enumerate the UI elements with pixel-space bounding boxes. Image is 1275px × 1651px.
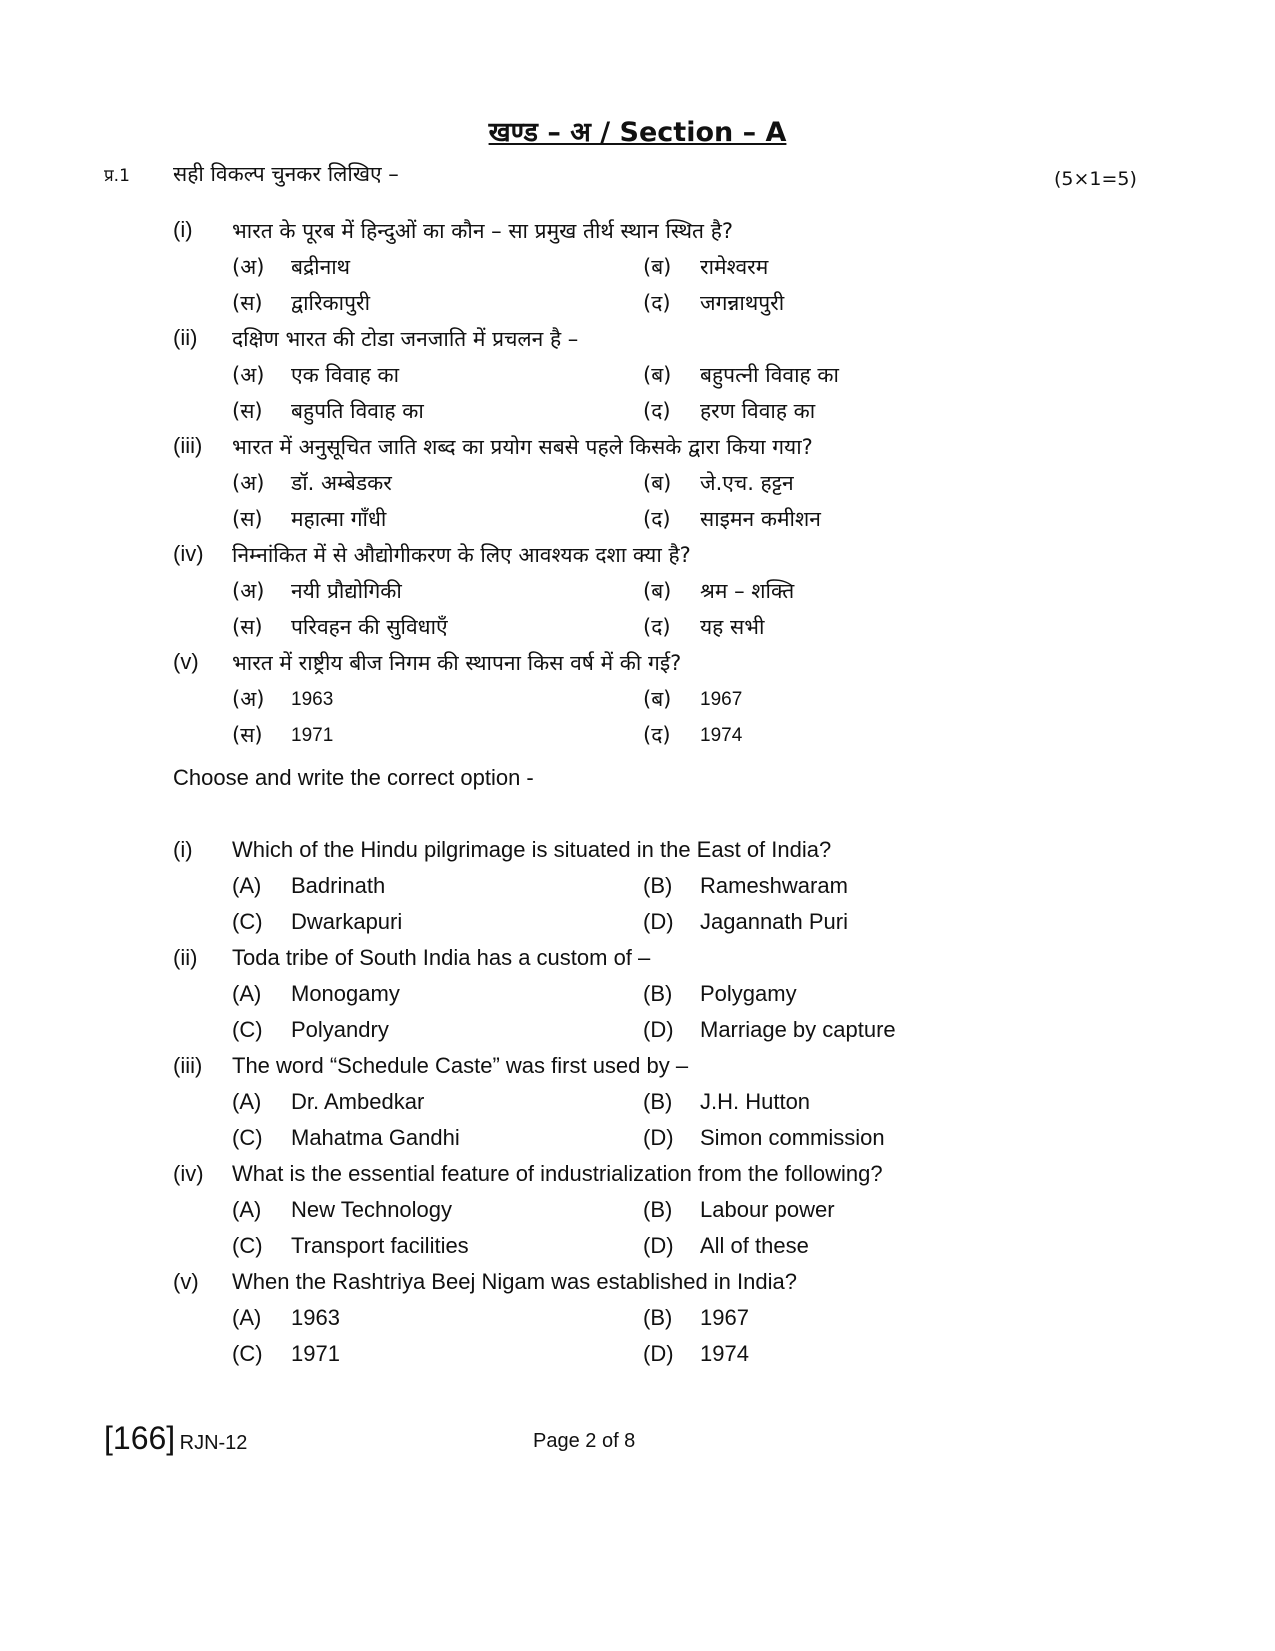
option-label: (A) — [232, 1089, 262, 1114]
option-label: (D) — [643, 1017, 674, 1042]
option-row — [0, 289, 1275, 323]
option-row — [0, 873, 1275, 907]
option-label: (स) — [232, 507, 263, 531]
question-text: दक्षिण भारत की टोडा जनजाति में प्रचलन है – — [232, 327, 579, 351]
option-row — [0, 1125, 1275, 1159]
question-text: भारत में अनुसूचित जाति शब्द का प्रयोग सबसे पहले किसके द्वारा किया गया? — [232, 435, 813, 459]
option-label: (D) — [643, 1341, 674, 1366]
footer-code — [104, 1420, 247, 1457]
option-text: 1963 — [291, 689, 334, 710]
option-text: 1974 — [700, 725, 743, 746]
option-row — [0, 1017, 1275, 1051]
option-label: (A) — [232, 1197, 262, 1222]
question-num: (iii) — [173, 433, 203, 458]
option-label: (द) — [643, 507, 671, 531]
option-text: यह सभी — [700, 615, 765, 639]
option-label: (अ) — [232, 579, 265, 603]
option-label: (अ) — [232, 687, 265, 711]
option-label: (अ) — [232, 471, 265, 495]
question-row — [0, 433, 1275, 467]
option-label: (स) — [232, 399, 263, 423]
option-label: (B) — [643, 873, 673, 898]
option-text: Mahatma Gandhi — [291, 1125, 460, 1150]
question-text: The word “Schedule Caste” was first used by – — [232, 1053, 689, 1078]
option-text: 1971 — [291, 1341, 340, 1366]
option-text: 1967 — [700, 1305, 749, 1330]
option-text: J.H. Hutton — [700, 1089, 811, 1114]
code-number: [166] — [104, 1420, 176, 1456]
option-row — [0, 577, 1275, 611]
option-text: एक विवाह का — [291, 363, 400, 387]
option-text: रामेश्वरम — [700, 255, 769, 279]
question-num: (ii) — [173, 945, 198, 970]
option-label: (A) — [232, 1305, 262, 1330]
option-label: (C) — [232, 909, 263, 934]
option-label: (द) — [643, 615, 671, 639]
option-text: नयी प्रौद्योगिकी — [291, 579, 402, 603]
question-text: Toda tribe of South India has a custom of – — [232, 945, 651, 970]
question-num: (v) — [173, 649, 199, 674]
option-text: बद्रीनाथ — [291, 255, 351, 279]
option-row — [0, 1341, 1275, 1375]
option-text: Marriage by capture — [700, 1017, 896, 1042]
option-text: हरण विवाह का — [700, 399, 816, 423]
option-label: (ब) — [643, 687, 672, 711]
option-text: महात्मा गाँधी — [291, 507, 387, 531]
option-text: Dwarkapuri — [291, 909, 403, 934]
option-label: (ब) — [643, 579, 672, 603]
option-row — [0, 253, 1275, 287]
page-number: Page 2 of 8 — [533, 1430, 636, 1452]
instruction-english: Choose and write the correct option - — [173, 765, 534, 790]
option-label: (C) — [232, 1125, 263, 1150]
option-label: (द) — [643, 723, 671, 747]
question-row — [0, 837, 1275, 871]
code-text: RJN-12 — [179, 1432, 248, 1454]
question-text: When the Rashtriya Beej Nigam was established in India? — [232, 1269, 797, 1294]
option-text: 1971 — [291, 725, 334, 746]
option-text: Jagannath Puri — [700, 909, 848, 934]
option-label: (अ) — [232, 255, 265, 279]
option-text: 1963 — [291, 1305, 340, 1330]
question-num: (iii) — [173, 1053, 203, 1078]
option-text: जगन्नाथपुरी — [700, 291, 785, 315]
question-text: भारत के पूरब में हिन्दुओं का कौन – सा प्रमुख तीर्थ स्थान स्थित है? — [232, 219, 733, 243]
option-label: (ब) — [643, 363, 672, 387]
question-number: प्र.1 — [104, 166, 130, 186]
option-text: 1974 — [700, 1341, 749, 1366]
option-label: (D) — [643, 909, 674, 934]
option-label: (C) — [232, 1233, 263, 1258]
question-row — [0, 217, 1275, 251]
option-text: जे.एच. हट्टन — [700, 471, 794, 495]
option-label: (B) — [643, 1305, 673, 1330]
option-row — [0, 505, 1275, 539]
option-text: द्वारिकापुरी — [291, 291, 371, 315]
option-text: बहुपति विवाह का — [291, 399, 424, 423]
option-label: (D) — [643, 1125, 674, 1150]
option-label: (A) — [232, 981, 262, 1006]
instruction-hindi: सही विकल्प चुनकर लिखिए – — [173, 162, 399, 186]
option-text: Polygamy — [700, 981, 797, 1006]
question-text: भारत में राष्ट्रीय बीज निगम की स्थापना किस वर्ष में की गई? — [232, 651, 682, 675]
option-text: Labour power — [700, 1197, 835, 1222]
option-text: Polyandry — [291, 1017, 389, 1042]
option-text: Dr. Ambedkar — [291, 1089, 425, 1114]
question-text: Which of the Hindu pilgrimage is situated in the East of India? — [232, 837, 832, 862]
question-num: (i) — [173, 837, 193, 862]
option-label: (A) — [232, 873, 262, 898]
option-label: (ब) — [643, 471, 672, 495]
option-label: (C) — [232, 1341, 263, 1366]
option-label: (स) — [232, 291, 263, 315]
option-text: परिवहन की सुविधाएँ — [291, 615, 448, 639]
option-row — [0, 721, 1275, 755]
option-label: (B) — [643, 1089, 673, 1114]
option-text: 1967 — [700, 689, 743, 710]
option-text: Transport facilities — [291, 1233, 469, 1258]
option-text: डॉ. अम्बेडकर — [291, 471, 392, 495]
question-text: What is the essential feature of industrialization from the following? — [232, 1161, 883, 1186]
option-label: (स) — [232, 723, 263, 747]
option-label: (D) — [643, 1233, 674, 1258]
option-row — [0, 397, 1275, 431]
option-row — [0, 469, 1275, 503]
marks: (5×1=5) — [1054, 168, 1137, 190]
option-text: बहुपत्नी विवाह का — [700, 363, 839, 387]
option-label: (B) — [643, 981, 673, 1006]
option-text: Simon commission — [700, 1125, 885, 1150]
option-row — [0, 1233, 1275, 1267]
option-row — [0, 361, 1275, 395]
option-row — [0, 1197, 1275, 1231]
option-text: All of these — [700, 1233, 809, 1258]
question-row — [0, 649, 1275, 683]
option-text: Monogamy — [291, 981, 400, 1006]
question-num: (iv) — [173, 1161, 204, 1186]
option-text: Rameshwaram — [700, 873, 848, 898]
option-text: New Technology — [291, 1197, 453, 1222]
option-label: (द) — [643, 399, 671, 423]
option-row — [0, 1305, 1275, 1339]
option-label: (B) — [643, 1197, 673, 1222]
option-label: (अ) — [232, 363, 265, 387]
option-label: (C) — [232, 1017, 263, 1042]
question-num: (iv) — [173, 541, 204, 566]
section-title: खण्ड – अ / Section – A — [488, 117, 787, 148]
question-num: (v) — [173, 1269, 199, 1294]
option-row — [0, 909, 1275, 943]
option-row — [0, 685, 1275, 719]
question-text: निम्नांकित में से औद्योगीकरण के लिए आवश्यक दशा क्या है? — [232, 543, 691, 567]
question-row — [0, 1053, 1275, 1087]
option-text: श्रम – शक्ति — [700, 579, 795, 603]
question-row — [0, 1269, 1275, 1303]
option-label: (ब) — [643, 255, 672, 279]
option-row — [0, 1089, 1275, 1123]
question-row — [0, 325, 1275, 359]
question-row — [0, 1161, 1275, 1195]
option-row — [0, 981, 1275, 1015]
question-num: (i) — [173, 217, 193, 242]
question-num: (ii) — [173, 325, 198, 350]
option-row — [0, 613, 1275, 647]
question-row — [0, 541, 1275, 575]
question-row — [0, 945, 1275, 979]
option-text: साइमन कमीशन — [700, 507, 821, 531]
option-label: (स) — [232, 615, 263, 639]
option-text: Badrinath — [291, 873, 386, 898]
option-label: (द) — [643, 291, 671, 315]
